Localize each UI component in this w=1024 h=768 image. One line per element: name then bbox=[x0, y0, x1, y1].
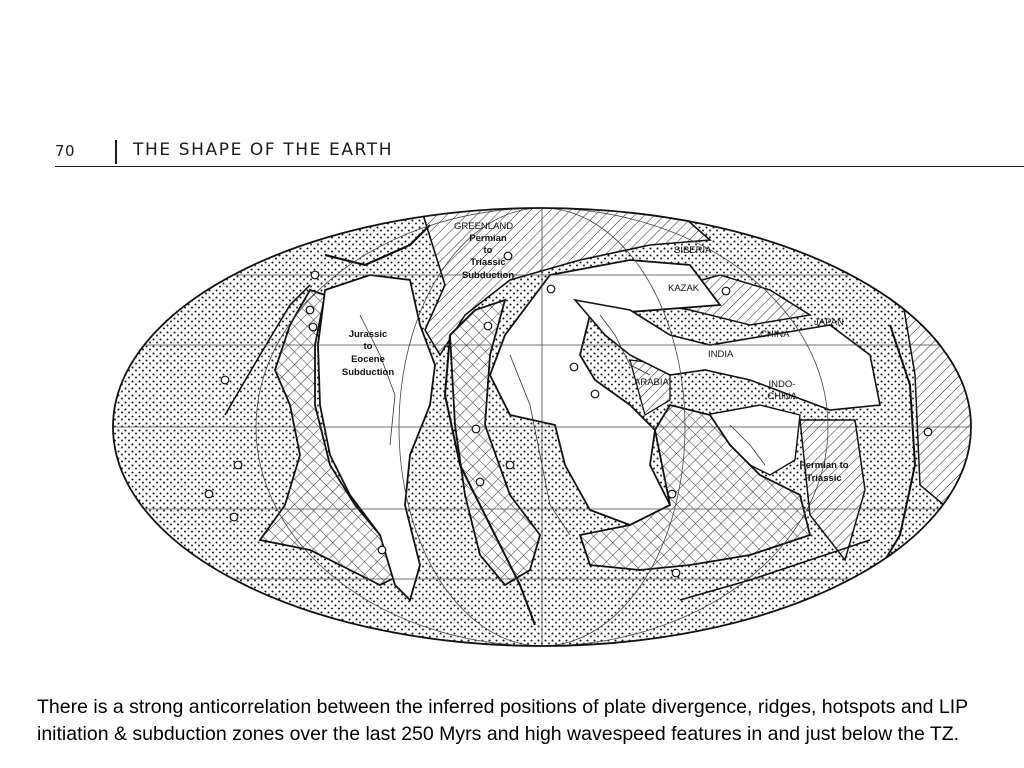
label-japan: JAPAN bbox=[814, 317, 844, 328]
svg-text:Triassic: Triassic bbox=[806, 473, 842, 484]
svg-text:Permian to: Permian to bbox=[799, 460, 849, 471]
label-india: INDIA bbox=[708, 349, 734, 360]
label-greenland: GREENLAND bbox=[454, 221, 514, 232]
svg-text:Triassic: Triassic bbox=[470, 257, 506, 268]
svg-text:to: to bbox=[483, 245, 493, 256]
chapter-title: THE SHAPE OF THE EARTH bbox=[133, 140, 394, 160]
page-number: 70 bbox=[55, 142, 76, 160]
map-body bbox=[110, 205, 980, 660]
svg-text:Eocene: Eocene bbox=[351, 354, 385, 365]
header-rule bbox=[55, 166, 1024, 167]
svg-text:Subduction: Subduction bbox=[461, 270, 515, 281]
label-siberia: SIBERIA bbox=[674, 245, 712, 256]
label-indochina bbox=[767, 379, 797, 402]
label-kazak: KAZAK bbox=[668, 283, 700, 294]
label-china: CHINA bbox=[760, 329, 790, 340]
svg-text:CHINA: CHINA bbox=[767, 391, 797, 402]
svg-text:Subduction: Subduction bbox=[341, 367, 395, 378]
svg-text:to: to bbox=[363, 341, 373, 352]
label-arabia: ARABIA bbox=[634, 377, 669, 388]
world-map-figure bbox=[110, 205, 980, 660]
running-head bbox=[55, 138, 1024, 168]
svg-text:Permian: Permian bbox=[469, 233, 507, 244]
slide-caption: There is a strong anticorrelation between the inferred positions of plate divergence, ridges, hotspots and LIP initiation & subduction zones over the last 250 Myrs and high wavespeed features in and just below the TZ. bbox=[37, 695, 968, 745]
svg-text:Jurassic: Jurassic bbox=[348, 329, 388, 340]
header-divider bbox=[115, 140, 117, 164]
svg-text:INDO-: INDO- bbox=[768, 379, 796, 390]
